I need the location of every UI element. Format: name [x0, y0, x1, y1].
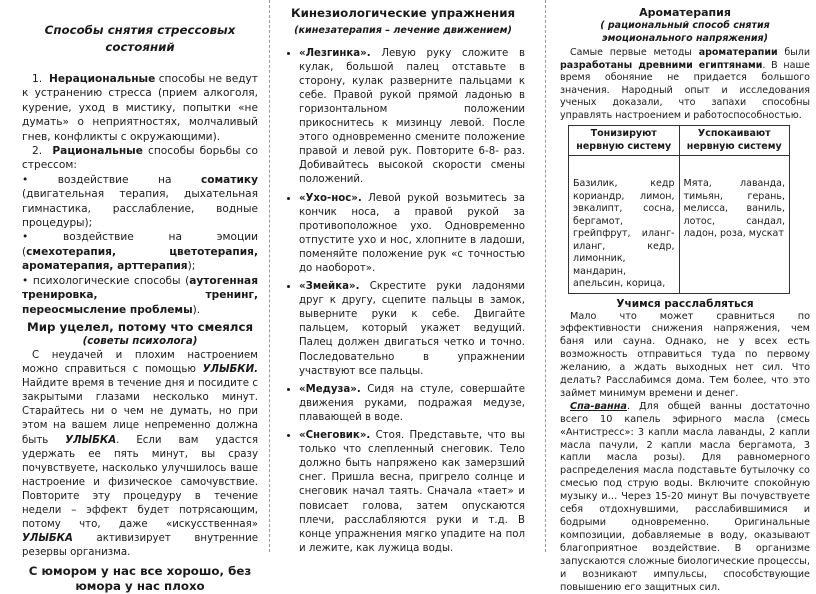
column-kinesiology	[281, 6, 525, 554]
column-aromatherapy	[560, 6, 810, 593]
bullet-emotions: • воздействие на эмоции (смехотерапия, цветотерапия, ароматерапия, арттерапия);	[22, 231, 258, 273]
fold-line-left	[269, 0, 270, 552]
exercise-snake: • «Змейка». Скрестите руки ладонями друг к другу, сцепите пальцы в замок, выверните руки к себе. Двигайте пальцем, который укажет ведущий. Палец должен двигаться четко и точно. Последовательно в упражнении участвуют все пальцы.	[299, 280, 525, 379]
humor-footer: С юмором у нас все хорошо, без юмора у нас плохо	[28, 564, 252, 594]
exercise-ear-nose: • «Ухо-нос». Левой рукой возьмитесь за кончик носа, а правой рукой за противоположное ухо. Одновременно отпустите ухо и нос, хлопните в ладоши, поменяйте положение рук «с точностью до наоборот».	[299, 192, 525, 277]
bullet-psychological: • психологические способы (аутогенная тренировка, тренинг, переосмысление проблемы).	[22, 274, 259, 316]
paragraph-irrational: 1. Нерациональные способы не ведут к устранению стресса (прием алкоголя, курение, уход в мистику, попытки «не думать» о неприятностях, молчаливый гнев, конфликты с окружающими).	[22, 73, 258, 143]
aroma-table-cell-tonic: Базилик, кедр кориандр, лимон, эвкалипт, сосна, бергамот, грейпфрут, иланг-иланг, кедр, лимонник, мандарин, апельсин, корица,	[569, 156, 680, 294]
exercise-jellyfish: • «Медуза». Сидя на стуле, совершайте движения руками, подражая медузе, плавающей в воде.	[299, 383, 525, 425]
aroma-table-header-calm: Успокаивают нервную систему	[679, 126, 790, 156]
relax-heading: Учимся расслабляться	[616, 297, 754, 310]
bullet-somatic: • воздействие на соматику (двигательная терапия, дыхательная гимнастика, расслабление, водные процедуры);	[22, 173, 258, 230]
aroma-table-header-tonic: Тонизируют нервную систему	[569, 126, 680, 156]
exercise-list	[281, 47, 525, 556]
fold-line-right	[545, 0, 546, 552]
aroma-table	[568, 125, 790, 294]
psychologist-tips-note: (советы психолога)	[82, 335, 198, 347]
column3-title: Ароматерапия	[639, 6, 731, 19]
column-stress-methods	[22, 6, 259, 594]
exercise-lezginka: • «Лезгинка». Левую руку сложите в кулак, большой палец отставьте в сторону, кулак разверните пальцами к себе. Правой рукой прямой ладонью в горизонтальном положении прикоснитесь к мизинцу левой. После этого одновременно смените положение правой и левой рук. Повторите 6-8- раз. Добивайтесь высокой скорости смены положений.	[299, 47, 525, 188]
column1-title: Способы снятия стрессовых состояний	[44, 23, 236, 54]
spa-bath-paragraph: Спа-ванна. Для общей ванны достаточно всего 10 капель эфирного масла (смесь «Антистресс»: 3 капли масла лаванды, 2 капли масла пачули, 2 капли масла бергамота, 3 капли масла розы). Для равномерного распределения масла подставьте бутылочку со смесью под струю воды. Включите спокойную музыку и… Через 15-20 минут Вы почувствуете себя отдохнувшими, расслабившимися и бодрыми одновременно. Оригинальные композиции, добавляемые в воду, оказывают благоприятное воздействие. В организме запускаются сложные биологические процессы, и возникают импульсы, способствующие повышению его защитных сил.	[560, 400, 810, 593]
smile-advice-text: С неудачей и плохим настроением можно справиться с помощью УЛЫБКИ. Найдите время в течение дня и посидите с закрытыми глазами несколько минут. Старайтесь ни о чем не думать, но при этом на вашем лице непременно должна быть УЛЫБКА. Если вам удастся удержать ее пять минут, вы сразу почувствуете, насколько улучшилось ваше настроение и физическое самочувствие. Повторите эту процедуру в течение недели – эффект будет потрясающим, потому что, даже «искусственная» УЛЫБКА активизирует внутренние резервы организма.	[22, 350, 258, 559]
column2-subtitle: (кинезатерапия – лечение движением)	[294, 25, 512, 36]
paragraph-rational: 2. Рациональные способы борьбы со стрессом:	[22, 145, 258, 172]
aroma-table-cell-calm: Мята, лаванда, тимьян, герань, мелисса, ваниль, лотос, сандал, ладон, роза, мускат	[679, 156, 790, 294]
exercise-snowman: • «Снеговик». Стоя. Представьте, что вы только что слепленный снеговик. Тело должно быть напряжено как замерзший снег. Пришла весна, пригрело солнце и снеговик начал таять. Сначала «тает» и повисает голова, затем опускаются плечи, расслабляются руки и т.д. В конце упражнения мягко упадите на пол и лежите, как лужица воды.	[299, 429, 525, 556]
relax-paragraph: Мало что может сравниться по эффективности снижения напряжения, чем баня или сауна. Однако, не у всех есть возможность отправиться туда по первому желанию, а ждать выходных нет сил. Что делать? Расслабимся дома. Тем более, что это займет минимум времени и денег.	[560, 310, 810, 399]
laughter-heading: Мир уцелел, потому что смеялся	[26, 319, 254, 334]
aromatherapy-intro: Самые первые методы ароматерапии были разработаны древними египтянами. В наше время обоняние не придается большого значения. Народный опыт и исследования ученых доказали, что запахи способны управлять настроением и работоспособностью.	[560, 47, 810, 121]
column3-subtitle: ( рациональный способ снятия эмоционального напряжения)	[600, 20, 770, 44]
column2-title: Кинезиологические упражнения	[290, 6, 516, 20]
